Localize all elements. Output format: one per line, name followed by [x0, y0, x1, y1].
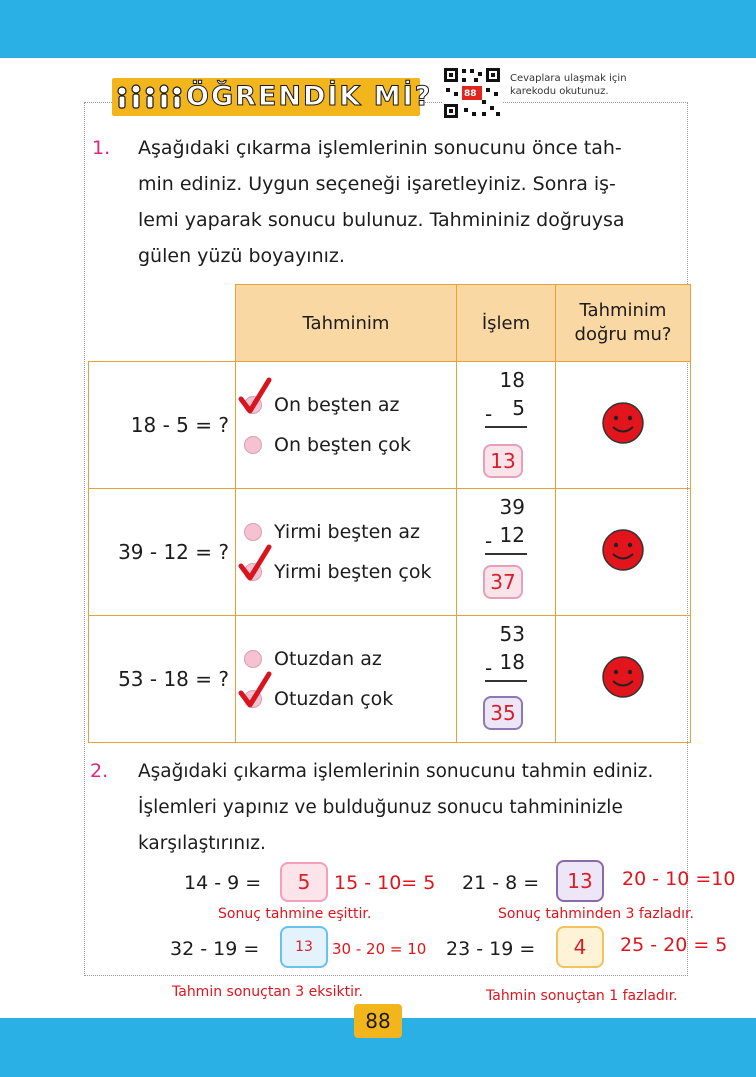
option-b[interactable]: Otuzdan çok: [240, 679, 456, 719]
option-a[interactable]: On beşten az: [240, 385, 456, 425]
expression: 53 - 18 = ?: [89, 616, 236, 743]
operation-cell: 39 12 - 37: [457, 489, 556, 616]
q2-expression: 21 - 8 =: [462, 872, 540, 894]
handwritten-note: Sonuç tahmine eşittir.: [218, 906, 372, 922]
handwritten-estimate: 30 - 20 = 10: [332, 940, 427, 958]
page-number: 88: [354, 1004, 402, 1038]
answer-box[interactable]: 37: [483, 565, 523, 599]
handwritten-estimate: 20 - 10 =10: [622, 868, 736, 890]
question-2-text: Aşağıdaki çıkarma işlemlerinin sonucunu tahmin ediniz. İşlemleri yapınız ve bulduğunuz sonucu tahmininizle karşılaştırınız.: [138, 761, 654, 854]
handwritten-note: Tahmin sonuçtan 1 fazladır.: [486, 988, 678, 1004]
radio-circle[interactable]: [244, 523, 262, 541]
checkmark-icon: [238, 671, 272, 713]
smiley-face-icon[interactable]: [601, 655, 645, 699]
question-1-text: Aşağıdaki çıkarma işlemlerinin sonucunu önce tah- min ediniz. Uygun seçeneği işaretleyiniz. Sonra iş- lemi yaparak sonucu bulunuz. Tahmininiz doğruysa gülen yüzü boyayınız.: [138, 137, 625, 267]
header-estimate: Tahminim: [236, 285, 457, 362]
smiley-face-icon[interactable]: [601, 401, 645, 445]
table-row: [89, 362, 691, 489]
estimate-table: [88, 284, 691, 743]
question-2-number: 2.: [90, 760, 109, 782]
radio-circle[interactable]: [244, 650, 262, 668]
handwritten-estimate: 25 - 20 = 5: [620, 934, 728, 956]
top-bar: [0, 0, 756, 58]
answer-box[interactable]: 13: [556, 860, 604, 902]
option-b[interactable]: Yirmi beşten çok: [240, 552, 456, 592]
answer-box[interactable]: 5: [280, 862, 328, 902]
qr-note: Cevaplara ulaşmak için karekodu okutunuz.: [510, 73, 627, 97]
header-correct: Tahminim doğru mu?: [556, 285, 691, 362]
children-icon: [114, 82, 184, 112]
page-title: ÖĞRENDİK Mİ?: [186, 81, 433, 112]
answer-box[interactable]: 4: [556, 926, 604, 968]
option-b[interactable]: On beşten çok: [240, 425, 456, 465]
header-operation: İşlem: [457, 285, 556, 362]
table-row: [89, 489, 691, 616]
q2-expression: 32 - 19 =: [170, 938, 260, 960]
q2-expression: 23 - 19 =: [446, 938, 536, 960]
operation-cell: 18 5 - 13: [457, 362, 556, 489]
q2-expression: 14 - 9 =: [184, 872, 262, 894]
qr-badge-text: 88: [464, 89, 477, 99]
table-row: [89, 616, 691, 743]
radio-circle[interactable]: [244, 436, 262, 454]
option-a[interactable]: Yirmi beşten az: [240, 512, 456, 552]
operation-cell: 53 18 - 35: [457, 616, 556, 743]
handwritten-note: Sonuç tahminden 3 fazladır.: [498, 906, 694, 922]
answer-box[interactable]: 35: [483, 696, 523, 730]
expression: 18 - 5 = ?: [89, 362, 236, 489]
expression: 39 - 12 = ?: [89, 489, 236, 616]
checkmark-icon: [238, 544, 272, 586]
option-a[interactable]: Otuzdan az: [240, 639, 456, 679]
handwritten-estimate: 15 - 10= 5: [334, 872, 436, 894]
checkmark-icon: [238, 377, 272, 419]
question-1-number: 1.: [92, 137, 111, 159]
smiley-face-icon[interactable]: [601, 528, 645, 572]
handwritten-note: Tahmin sonuçtan 3 eksiktir.: [172, 984, 363, 1000]
answer-box[interactable]: 13: [280, 926, 328, 968]
answer-box[interactable]: 13: [483, 444, 523, 478]
